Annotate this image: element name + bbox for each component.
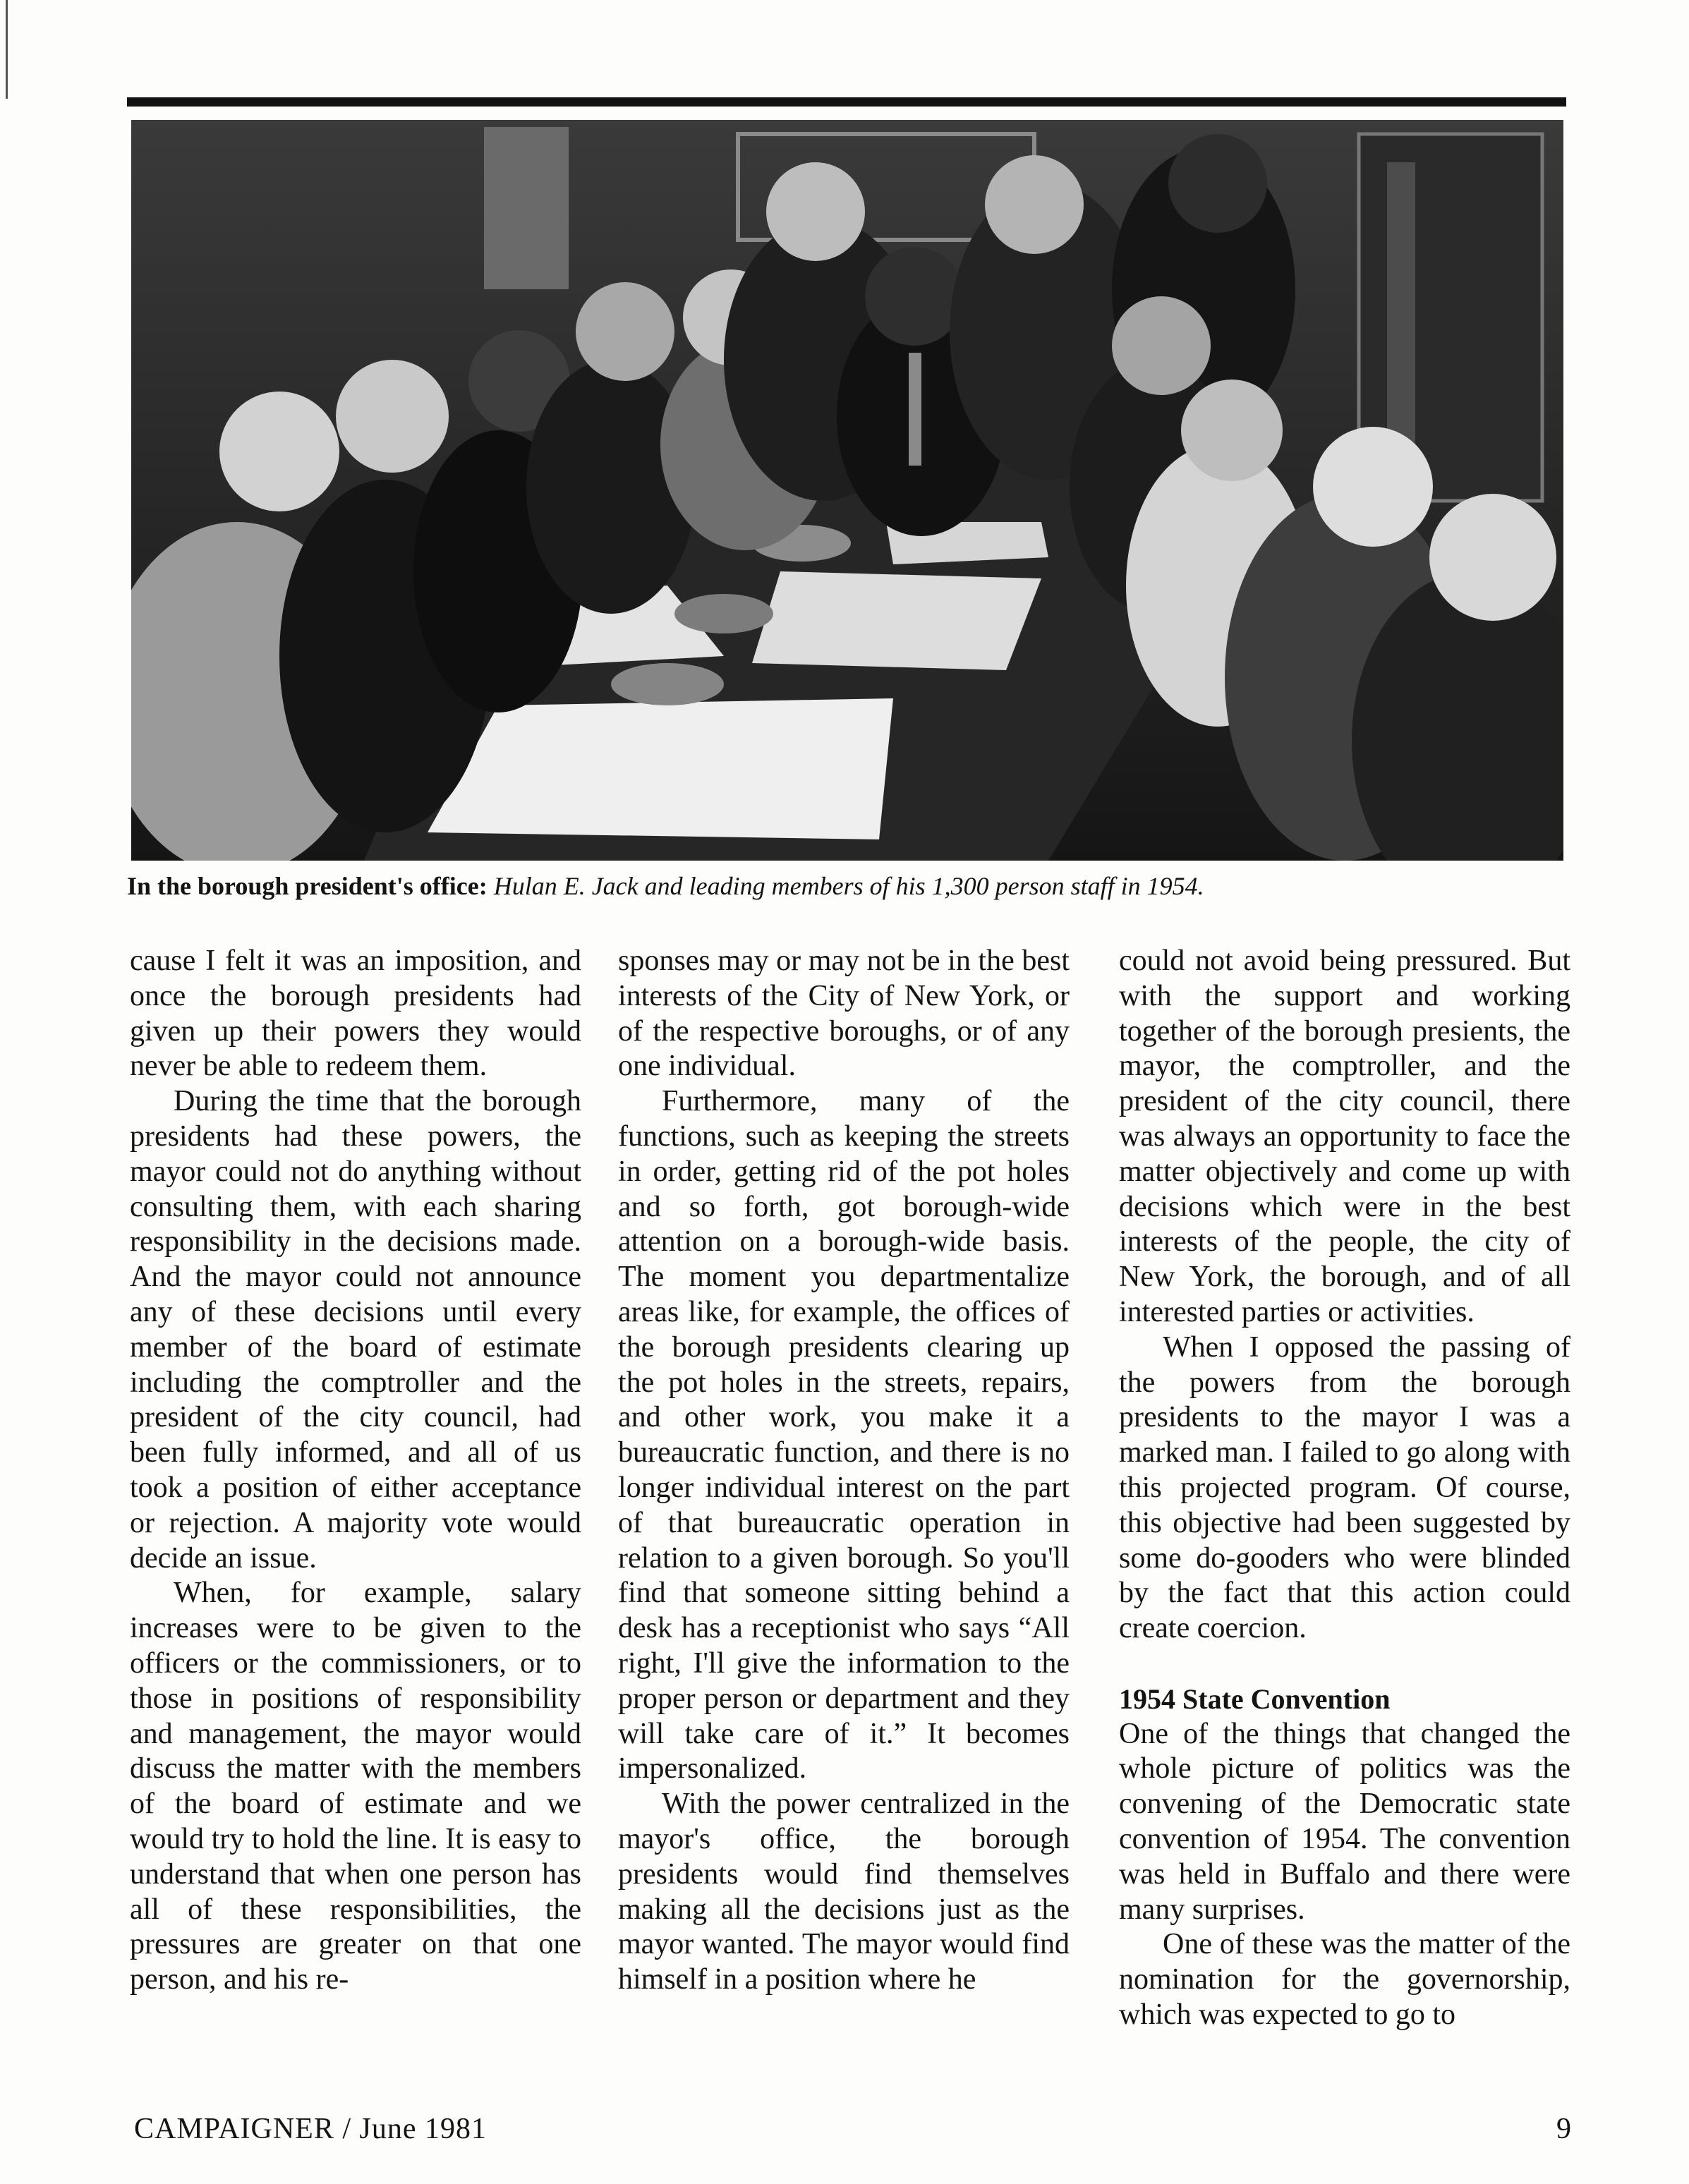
paragraph: could not avoid being pressured. But with the support and working together of the borough presients, the mayor, the comptroller, and the president of the city council, there was always an opportunity to face the matter objectively and come up with decisions which were in the best interests of the people, the city of New York, the borough, and of all interested parties or activities. xyxy=(1119,945,1570,1328)
paragraph: cause I felt it was an imposition, and once the borough presidents had given up their powers they would never be able to redeem them. xyxy=(130,945,581,1083)
scan-edge-mark xyxy=(6,0,8,99)
meeting-photo xyxy=(131,120,1563,861)
photo-caption xyxy=(127,869,1566,903)
paragraph: When I opposed the passing of the powers from the borough presidents to the mayor I was a marked man. I failed to go along with this projected program. Of course, this objective had been suggested by some do-gooders who were blinded by the fact that this action could create coercion. xyxy=(1119,1330,1570,1645)
caption-lead: In the borough president's office: xyxy=(127,872,488,900)
page-number: 9 xyxy=(1556,2113,1571,2145)
text-column-2 xyxy=(618,944,1070,1998)
caption-text: Hulan E. Jack and leading members of his 1,300 person staff in 1954. xyxy=(493,872,1204,900)
paragraph: During the time that the borough presidents had these powers, the mayor could not do anything without consulting them, with each sharing responsibility in the decisions made. And the mayor could not announce any of these decisions until every member of the board of estimate including the comptroller and the president of the city council, had been fully informed, and all of us took a position of either acceptance or rejection. A majority vote would decide an issue. xyxy=(130,1085,581,1575)
section-gap xyxy=(1119,1646,1570,1682)
paragraph: One of these was the matter of the nomination for the governorship, which was expected to go to xyxy=(1119,1928,1570,2031)
paragraph: With the power centralized in the mayor's office, the borough presidents would find themselves making all the decisions just as the mayor wanted. The mayor would find himself in a position where he xyxy=(618,1788,1070,1996)
section-heading: 1954 State Convention xyxy=(1119,1682,1391,1715)
paragraph: When, for example, salary increases were to be given to the officers or the commissioners, or to those in positions of responsibility and management, the mayor would discuss the matter with the members of the board of estimate and we would try to hold the line. It is easy to understand that when one person has all of these responsibilities, the pressures are greater on that one person, and his re- xyxy=(130,1577,581,1996)
top-rule xyxy=(127,97,1566,107)
text-column-3 xyxy=(1119,944,1570,2033)
text-column-1 xyxy=(130,944,581,1998)
paragraph: One of the things that changed the whole picture of politics was the convening of the Democratic state convention of 1954. The convention was held in Buffalo and there were many surprises. xyxy=(1119,1717,1570,1926)
publication-footer: CAMPAIGNER / June 1981 xyxy=(134,2113,487,2145)
paragraph: Furthermore, many of the functions, such as keeping the streets in order, getting rid of the pot holes and so forth, got borough-wide attention on a borough-wide basis. The moment you departmentalize areas like, for example, the offices of the borough presidents clearing up the pot holes in the streets, repairs, and other work, you make it a bureaucratic function, and there is no longer individual interest on the part of that bureaucratic operation in relation to a given borough. So you'll find that someone sitting behind a desk has a receptionist who says “All right, I'll give the information to the proper person or department and they will take care of it.” It becomes impersonalized. xyxy=(618,1085,1070,1785)
paragraph: sponses may or may not be in the best interests of the City of New York, or of the respective boroughs, or of any one individual. xyxy=(618,945,1070,1083)
